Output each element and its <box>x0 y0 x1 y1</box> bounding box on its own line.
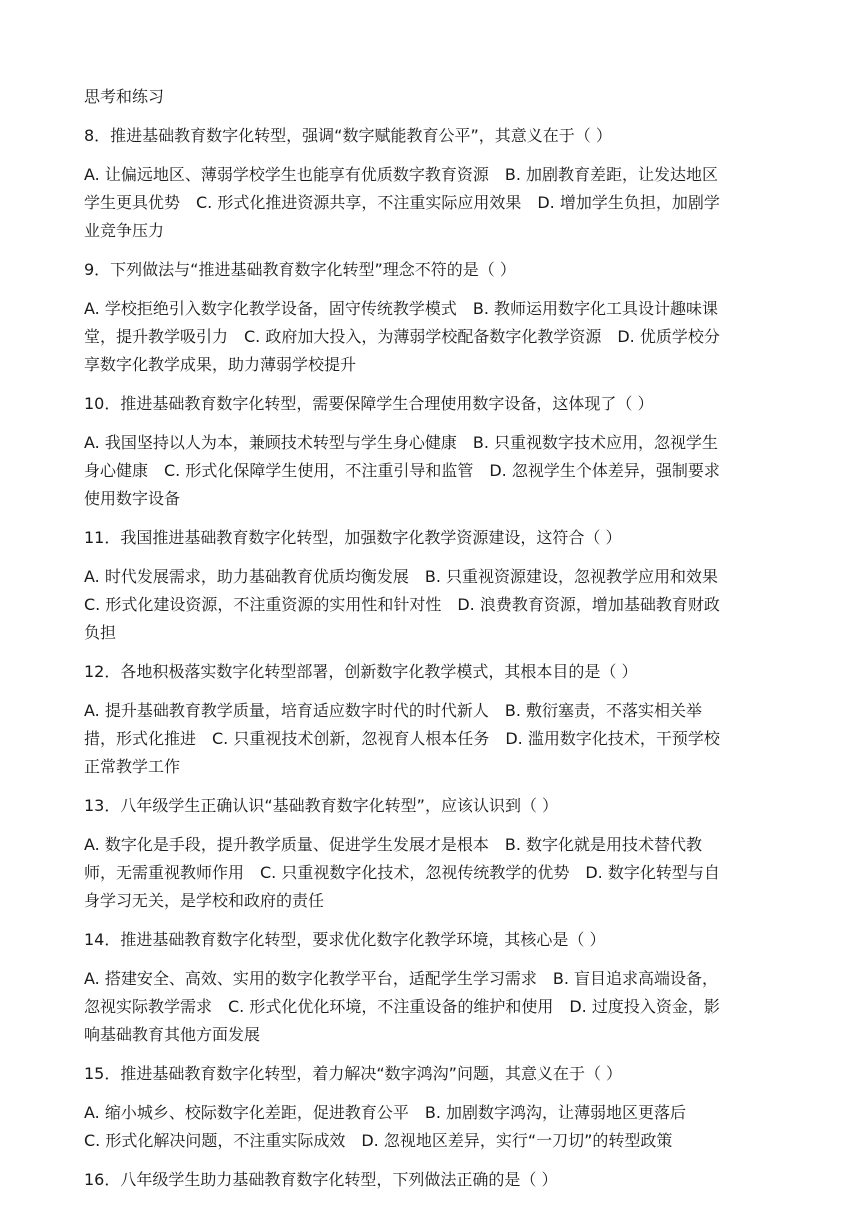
question-options-line: 享数字化教学成果，助力薄弱学校提升 <box>84 355 357 374</box>
question-options-line: 响基础教育其他方面发展 <box>84 1025 261 1044</box>
question-options-line: 堂，提升教学吸引力 C. 政府加大投入，为薄弱学校配备数字化教学资源 D. 优质学校分 <box>84 327 720 346</box>
question-options-line: C. 形式化解决问题，不注重实际成效 D. 忽视地区差异，实行“一刀切”的转型政策 <box>84 1131 673 1150</box>
question-stem: 11．我国推进基础教育数字化转型，加强数字化教学资源建设，这符合（ ） <box>84 528 622 547</box>
question-options-line: 正常教学工作 <box>84 757 181 776</box>
question-options-line: 业竞争压力 <box>84 221 165 240</box>
section-title: 思考和练习 <box>84 87 165 106</box>
question-options-line: A. 搭建安全、高效、实用的数字化教学平台，适配学生学习需求 B. 盲目追求高端设备， <box>84 969 718 988</box>
question-options-line: 身学习无关，是学校和政府的责任 <box>84 891 325 910</box>
question-options-line: A. 数字化是手段，提升教学质量、促进学生发展才是根本 B. 数字化就是用技术替代教 <box>84 835 702 854</box>
question-options-line: A. 让偏远地区、薄弱学校学生也能享有优质数字教育资源 B. 加剧教育差距，让发达地区 <box>84 165 718 184</box>
question-stem: 9．下列做法与“推进基础教育数字化转型”理念不符的是（ ） <box>84 260 516 279</box>
question-stem: 13．八年级学生正确认识“基础教育数字化转型”，应该认识到（ ） <box>84 796 559 815</box>
question-options-line: 措，形式化推进 C. 只重视技术创新，忽视育人根本任务 D. 滥用数字化技术，干预学校 <box>84 729 720 748</box>
question-stem: 16．八年级学生助力基础教育数字化转型，下列做法正确的是（ ） <box>84 1170 558 1189</box>
question-options-line: A. 缩小城乡、校际数字化差距，促进教育公平 B. 加剧数字鸿沟，让薄弱地区更落后 <box>84 1103 686 1122</box>
question-list <box>84 122 798 1194</box>
question-options-line: 学生更具优势 C. 形式化推进资源共享，不注重实际应用效果 D. 增加学生负担，加剧学 <box>84 193 720 212</box>
question-stem: 10．推进基础教育数字化转型，需要保障学生合理使用数字设备，这体现了（ ） <box>84 394 654 413</box>
question-options-line: 师，无需重视教师作用 C. 只重视数字化技术，忽视传统教学的优势 D. 数字化转型与自 <box>84 863 720 882</box>
question-options-line: A. 时代发展需求，助力基础教育优质均衡发展 B. 只重视资源建设，忽视教学应用和效果 <box>84 567 718 586</box>
question-stem: 12．各地积极落实数字化转型部署，创新数字化教学模式，其根本目的是（ ） <box>84 662 638 681</box>
question-stem: 14．推进基础教育数字化转型，要求优化数字化教学环境，其核心是（ ） <box>84 930 606 949</box>
question-options-line: A. 我国坚持以人为本，兼顾技术转型与学生身心健康 B. 只重视数字技术应用，忽视学生 <box>84 433 718 452</box>
question-options-line: 忽视实际教学需求 C. 形式化优化环境，不注重设备的维护和使用 D. 过度投入资金，影 <box>84 997 720 1016</box>
question-options-line: A. 提升基础教育教学质量，培育适应数字时代的时代新人 B. 敷衍塞责，不落实相关举 <box>84 701 702 720</box>
question-options-line: C. 形式化建设资源，不注重资源的实用性和针对性 D. 浪费教育资源，增加基础教育财政 <box>84 595 720 614</box>
question-stem: 15．推进基础教育数字化转型，着力解决“数字鸿沟”问题，其意义在于（ ） <box>84 1064 623 1083</box>
question-stem: 8．推进基础教育数字化转型，强调“数字赋能教育公平”，其意义在于（ ） <box>84 126 612 145</box>
question-options-line: A. 学校拒绝引入数字化教学设备，固守传统教学模式 B. 教师运用数字化工具设计趣味课 <box>84 299 718 318</box>
question-options-line: 身心健康 C. 形式化保障学生使用，不注重引导和监管 D. 忽视学生个体差异，强制要求 <box>84 461 720 480</box>
question-options-line: 负担 <box>84 623 117 642</box>
question-options-line: 使用数字设备 <box>84 489 181 508</box>
